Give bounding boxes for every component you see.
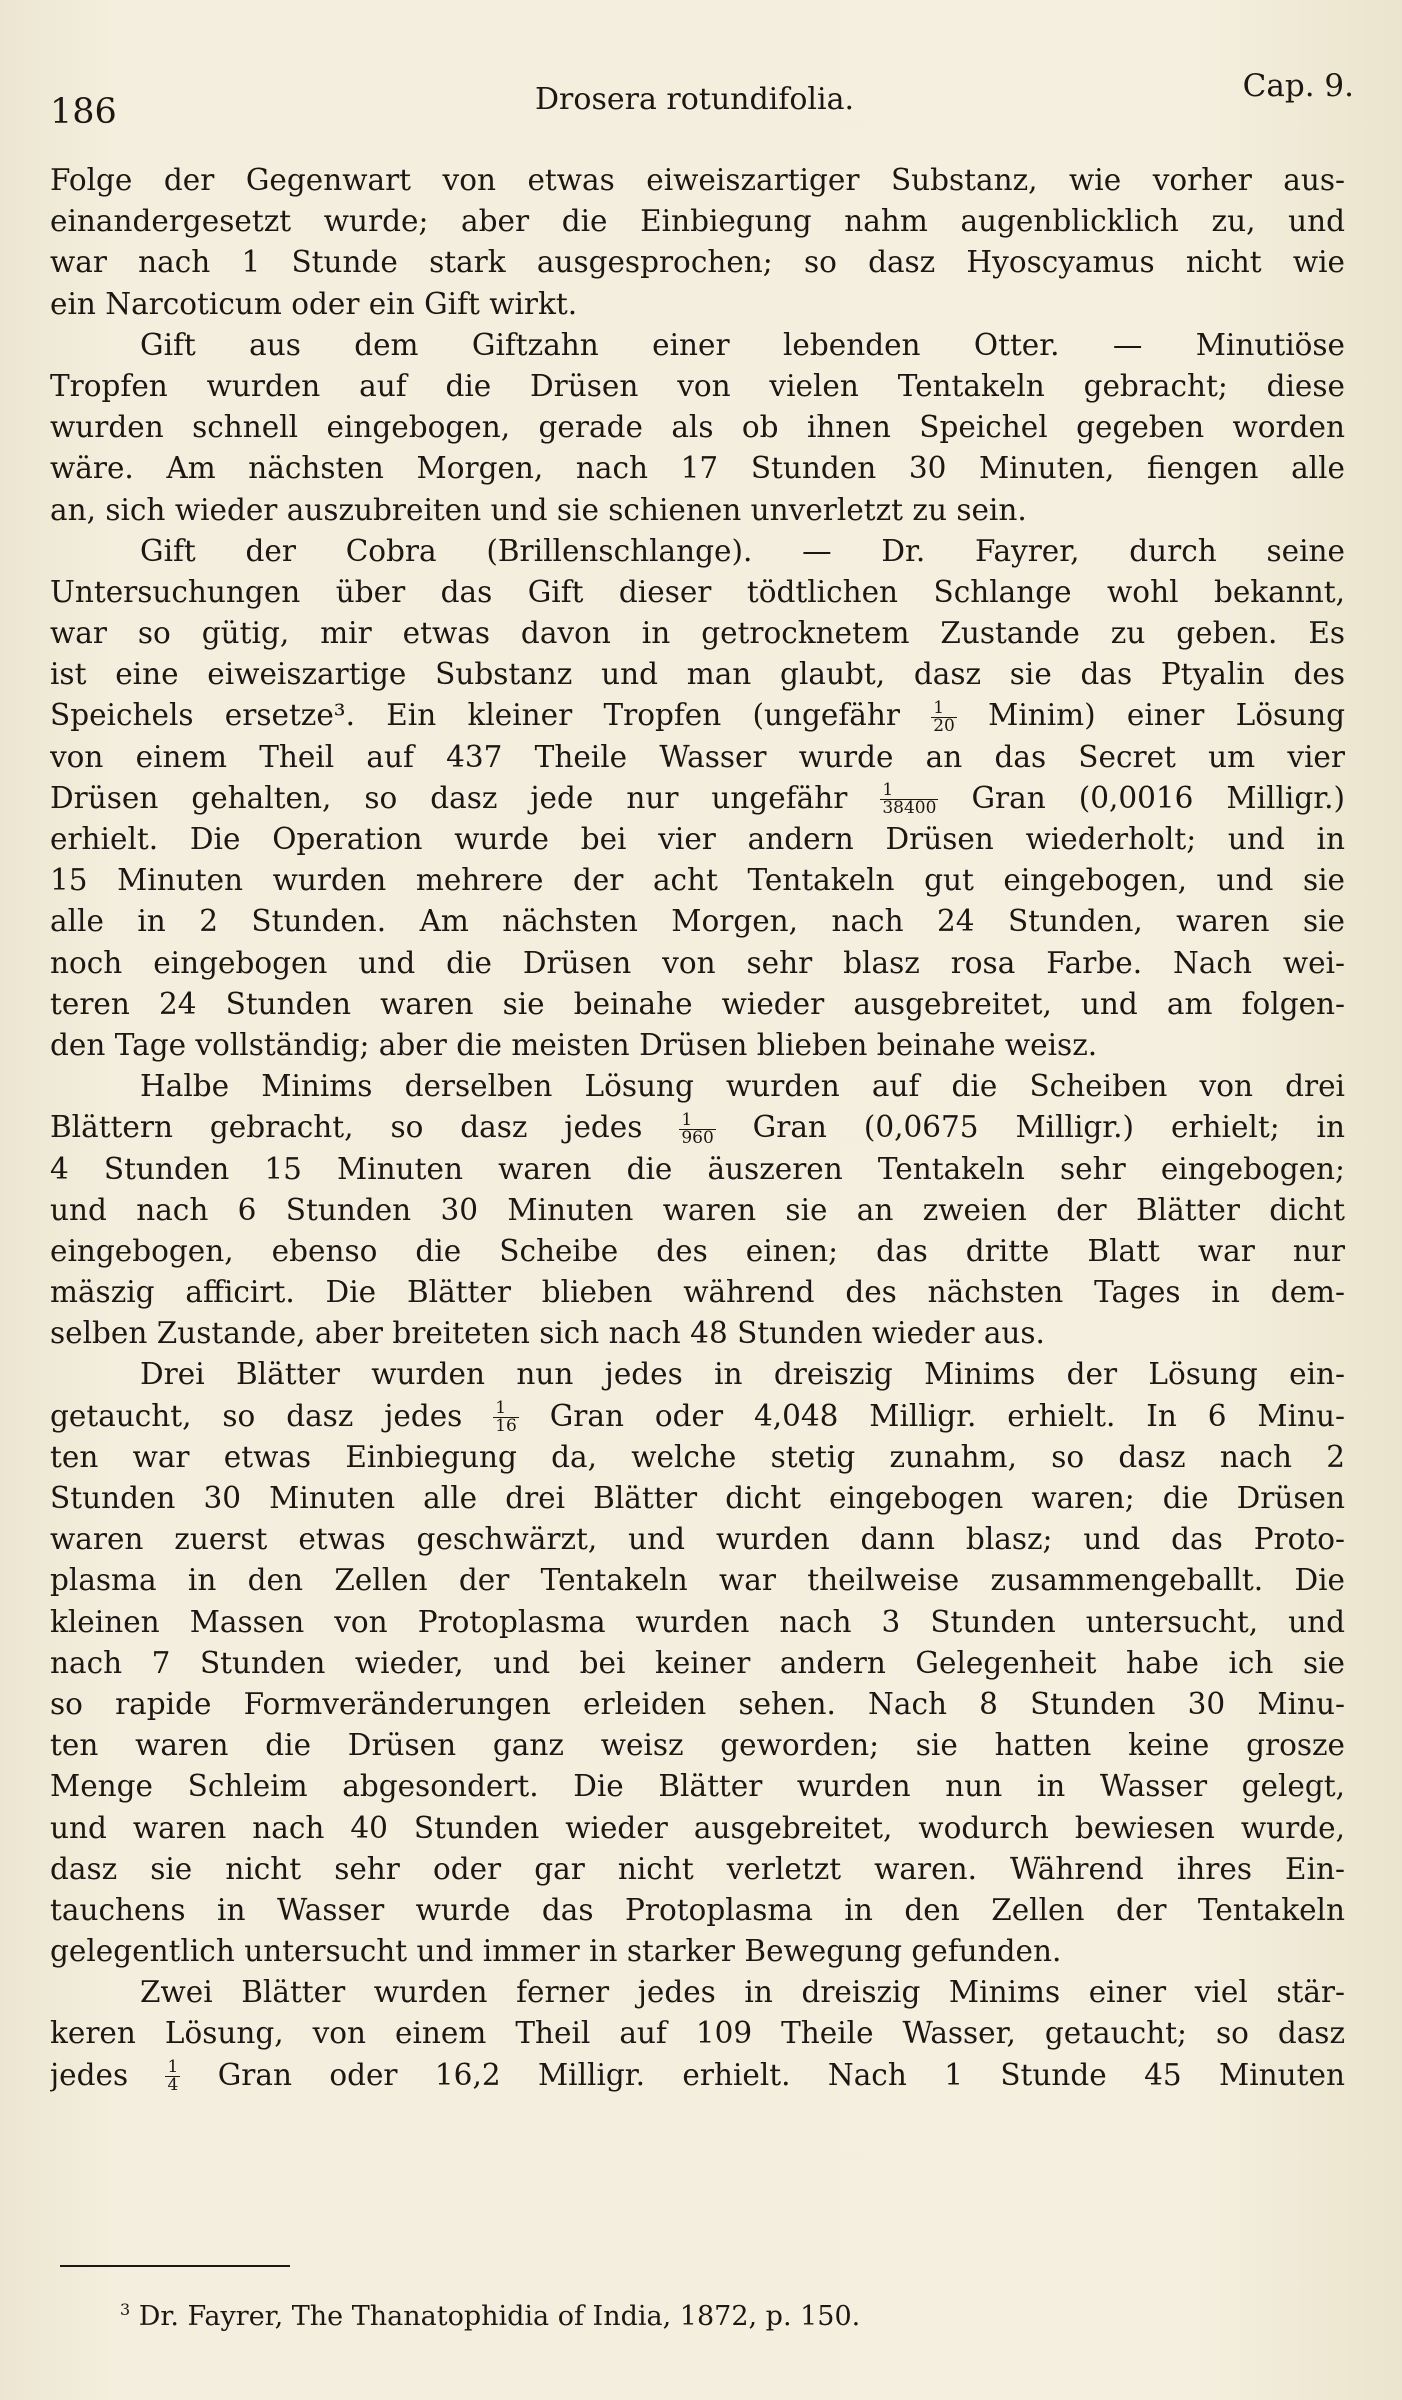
text-line xyxy=(50,654,1345,695)
text-line xyxy=(50,448,1345,489)
text-line xyxy=(50,943,1345,984)
line-text-after: Minim) einer Lösung xyxy=(988,698,1345,733)
line-text: Gift aus dem Giftzahn einer lebenden Otter. — Minutiöse xyxy=(140,327,1345,362)
text-line xyxy=(50,1643,1345,1684)
line-text-after: Gran oder 16,2 Milligr. erhielt. Nach 1 Stunde 45 Minuten xyxy=(217,2057,1345,2092)
text-line xyxy=(50,1396,1345,1437)
line-text: Menge Schleim abgesondert. Die Blätter wurden nun in Wasser gelegt, xyxy=(50,1769,1345,1804)
line-text: ten waren die Drüsen ganz weisz geworden; sie hatten keine grosze xyxy=(50,1728,1345,1763)
text-line xyxy=(50,1725,1345,1766)
text-line xyxy=(50,2013,1345,2054)
text-line xyxy=(50,1519,1345,1560)
line-text: noch eingebogen und die Drüsen von sehr blasz rosa Farbe. Nach wei- xyxy=(50,945,1345,980)
text-line xyxy=(50,242,1345,283)
line-text: teren 24 Stunden waren sie beinahe wieder ausgebreitet, und am folgen- xyxy=(50,986,1345,1021)
line-text: war so gütig, mir etwas davon in getrocknetem Zustande zu geben. Es xyxy=(50,616,1345,651)
line-text: einandergesetzt wurde; aber die Einbiegung nahm augenblicklich zu, und xyxy=(50,204,1345,239)
footnote-rule xyxy=(60,2265,290,2267)
line-text: Folge der Gegenwart von etwas eiweiszartiger Substanz, wie vorher aus- xyxy=(50,163,1345,197)
line-text: Untersuchungen über das Gift dieser tödtlichen Schlange wohl bekannt, xyxy=(50,574,1345,609)
text-line xyxy=(50,1849,1345,1890)
line-text: ein Narcoticum oder ein Gift wirkt. xyxy=(50,286,578,321)
line-text: getaucht, so dasz jedes xyxy=(50,1398,463,1433)
fraction-denominator: 16 xyxy=(495,1416,517,1437)
line-text: so rapide Formveränderungen erleiden sehen. Nach 8 Stunden 30 Minu- xyxy=(50,1686,1345,1721)
line-text: 4 Stunden 15 Minuten waren die äuszeren Tentakeln sehr eingebogen; xyxy=(50,1151,1345,1186)
line-text: Stunden 30 Minuten alle drei Blätter dicht eingebogen waren; die Drüsen xyxy=(50,1481,1345,1515)
line-text: ten war etwas Einbiegung da, welche stetig zunahm, so dasz nach 2 xyxy=(50,1439,1345,1474)
text-line xyxy=(50,1272,1345,1313)
text-line xyxy=(50,1560,1345,1601)
text-line xyxy=(50,1107,1345,1148)
fraction-numerator: 1 xyxy=(679,1112,715,1130)
line-text: kleinen Massen von Protoplasma wurden nach 3 Stunden untersucht, und xyxy=(50,1604,1345,1639)
fraction-denominator: 960 xyxy=(681,1127,714,1148)
text-line xyxy=(50,1766,1345,1807)
footnote xyxy=(120,2290,860,2337)
line-text: Gift der Cobra (Brillenschlange). — Dr. Fayrer, durch seine xyxy=(140,533,1345,568)
body-text xyxy=(50,160,1345,2096)
text-line xyxy=(50,531,1345,572)
line-text: nach 7 Stunden wieder, und bei keiner andern Gelegenheit habe ich sie xyxy=(50,1645,1345,1680)
page-number: 186 xyxy=(50,92,117,132)
page-header xyxy=(50,68,1354,132)
fraction-numerator: 1 xyxy=(931,700,957,718)
fraction-denominator: 4 xyxy=(167,2075,179,2096)
text-line xyxy=(50,1437,1345,1478)
text-line xyxy=(50,1313,1345,1354)
fraction xyxy=(931,697,957,736)
line-text: gelegentlich untersucht und immer in starker Bewegung gefunden. xyxy=(50,1934,1062,1969)
line-text: tauchens in Wasser wurde das Protoplasma in den Zellen der Tentakeln xyxy=(50,1892,1345,1927)
line-text: mäszig afficirt. Die Blätter blieben während des nächsten Tages in dem- xyxy=(50,1275,1345,1310)
line-text: von einem Theil auf 437 Theile Wasser wurde an das Secret um vier xyxy=(50,739,1345,774)
text-line xyxy=(50,1190,1345,1231)
line-text: Halbe Minims derselben Lösung wurden auf die Scheiben von drei xyxy=(140,1069,1345,1104)
line-text: selben Zustande, aber breiteten sich nach 48 Stunden wieder aus. xyxy=(50,1316,1045,1351)
text-line xyxy=(50,1066,1345,1107)
line-text: waren zuerst etwas geschwärzt, und wurden dann blasz; und das Proto- xyxy=(50,1522,1345,1557)
fraction-denominator: 38400 xyxy=(882,798,937,819)
fraction-denominator: 20 xyxy=(933,715,955,736)
text-line xyxy=(50,1149,1345,1190)
footnote-text: Dr. Fayrer, The Thanatophidia of India, 1872, p. 150. xyxy=(138,2301,861,2332)
fraction-numerator: 1 xyxy=(493,1400,519,1418)
fraction xyxy=(493,1400,519,1435)
line-text: alle in 2 Stunden. Am nächsten Morgen, nach 24 Stunden, waren sie xyxy=(50,904,1345,939)
text-line xyxy=(50,1972,1345,2013)
line-text: Drüsen gehalten, so dasz jede nur ungefähr xyxy=(50,780,848,815)
line-text-after: Gran oder 4,048 Milligr. erhielt. In 6 Minu- xyxy=(549,1398,1345,1433)
text-line xyxy=(50,1684,1345,1725)
text-line xyxy=(50,201,1345,242)
line-text: und nach 6 Stunden 30 Minuten waren sie an zweien der Blätter dicht xyxy=(50,1192,1345,1227)
fraction-numerator: 1 xyxy=(880,782,938,800)
text-line xyxy=(50,1478,1345,1519)
text-line xyxy=(50,490,1345,531)
fraction xyxy=(679,1109,715,1148)
line-text: den Tage vollständig; aber die meisten Drüsen blieben beinahe weisz. xyxy=(50,1027,1098,1062)
text-line xyxy=(50,1931,1345,1972)
text-line xyxy=(50,572,1345,613)
line-text: plasma in den Zellen der Tentakeln war theilweise zusammengeballt. Die xyxy=(50,1563,1345,1598)
line-text: wurden schnell eingebogen, gerade als ob ihnen Speichel gegeben worden xyxy=(50,410,1345,445)
text-line xyxy=(50,284,1345,325)
line-text: eingebogen, ebenso die Scheibe des einen; das dritte Blatt war nur xyxy=(50,1233,1345,1268)
chapter-label: Cap. 9. xyxy=(1242,68,1354,104)
line-text: 15 Minuten wurden mehrere der acht Tentakeln gut eingebogen, und sie xyxy=(50,863,1345,898)
text-line xyxy=(50,1602,1345,1643)
line-text: und waren nach 40 Stunden wieder ausgebreitet, wodurch bewiesen wurde, xyxy=(50,1810,1345,1845)
text-line xyxy=(50,1025,1345,1066)
fraction-numerator: 1 xyxy=(167,2057,179,2078)
line-text: ist eine eiweiszartige Substanz und man glaubt, dasz sie das Ptyalin des xyxy=(50,657,1345,692)
line-text: keren Lösung, von einem Theil auf 109 Theile Wasser, getaucht; so dasz xyxy=(50,2016,1345,2051)
fraction xyxy=(880,782,938,817)
text-line xyxy=(50,860,1345,901)
line-text-after: Gran (0,0675 Milligr.) erhielt; in xyxy=(752,1110,1345,1145)
text-line xyxy=(50,695,1345,736)
text-line xyxy=(50,325,1345,366)
line-text: dasz sie nicht sehr oder gar nicht verletzt waren. Während ihres Ein- xyxy=(50,1851,1345,1886)
text-line xyxy=(50,778,1345,819)
line-text: Drei Blätter wurden nun jedes in dreiszig Minims der Lösung ein- xyxy=(140,1357,1345,1392)
text-line xyxy=(50,737,1345,778)
text-line xyxy=(50,984,1345,1025)
text-line xyxy=(50,366,1345,407)
line-text: wäre. Am nächsten Morgen, nach 17 Stunden 30 Minuten, fiengen alle xyxy=(50,451,1345,486)
text-line xyxy=(50,1890,1345,1931)
text-line xyxy=(50,160,1345,201)
line-text: Speichels ersetze³. Ein kleiner Tropfen (ungefähr xyxy=(50,698,900,733)
text-line xyxy=(50,901,1345,942)
text-line xyxy=(50,1354,1345,1395)
line-text: erhielt. Die Operation wurde bei vier andern Drüsen wiederholt; und in xyxy=(50,822,1345,856)
footnote-marker: 3 xyxy=(120,2300,131,2319)
line-text-after: Gran (0,0016 Milligr.) xyxy=(971,780,1345,815)
text-line xyxy=(50,407,1345,448)
fraction xyxy=(165,2059,180,2094)
line-text: Zwei Blätter wurden ferner jedes in dreiszig Minims einer viel stär- xyxy=(140,1975,1345,2010)
text-line xyxy=(50,613,1345,654)
line-text: Blättern gebracht, so dasz jedes xyxy=(50,1110,643,1145)
line-text: an, sich wieder auszubreiten und sie schienen unverletzt zu sein. xyxy=(50,492,1027,527)
text-line xyxy=(50,1808,1345,1849)
line-text: jedes xyxy=(50,2057,129,2092)
text-line xyxy=(50,819,1345,860)
text-line xyxy=(50,1231,1345,1272)
line-text: Tropfen wurden auf die Drüsen von vielen Tentakeln gebracht; diese xyxy=(50,368,1345,403)
running-title: Drosera rotundifolia. xyxy=(535,82,855,117)
line-text: war nach 1 Stunde stark ausgesprochen; so dasz Hyoscyamus nicht wie xyxy=(50,245,1345,280)
text-line xyxy=(50,2055,1345,2096)
